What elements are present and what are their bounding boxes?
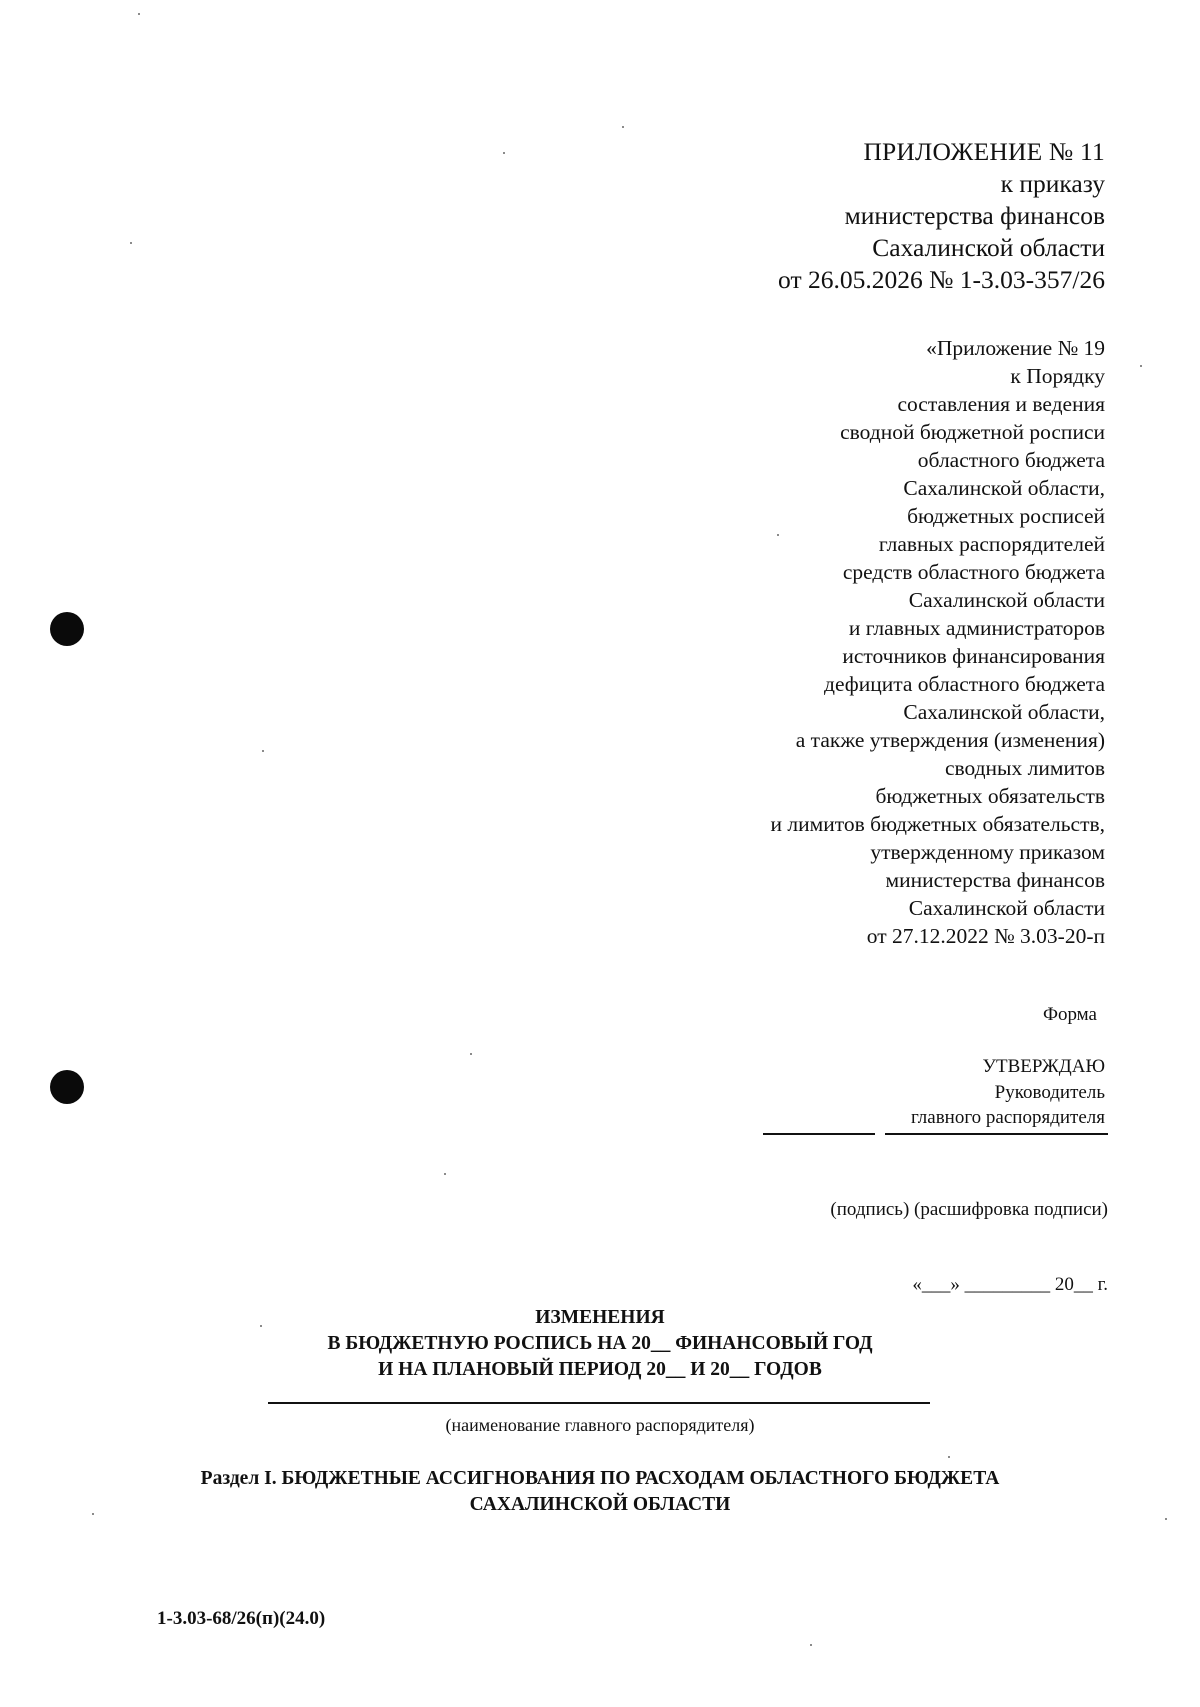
document-code: 1-3.03-68/26(п)(24.0) xyxy=(157,1608,326,1629)
distributor-name-line xyxy=(268,1402,930,1404)
order-reference-line: сводной бюджетной росписи xyxy=(840,420,1105,444)
order-reference-line: областного бюджета xyxy=(917,448,1105,472)
appendix-line: к приказу xyxy=(1000,169,1105,198)
section-heading-line: САХАЛИНСКОЙ ОБЛАСТИ xyxy=(469,1494,731,1515)
order-reference-line: средств областного бюджета xyxy=(842,560,1105,584)
order-reference-line: и главных администраторов xyxy=(848,616,1105,640)
order-reference-line: Сахалинской области, xyxy=(903,476,1105,500)
document-title-line: ИЗМЕНЕНИЯ xyxy=(535,1307,665,1328)
scan-speck xyxy=(1140,365,1142,367)
order-reference-date: от 27.12.2022 № 3.03-20-п xyxy=(866,924,1105,948)
scan-speck xyxy=(130,242,132,244)
order-reference-line: Сахалинской области, xyxy=(903,700,1105,724)
signature-line xyxy=(763,1133,875,1135)
appendix-header xyxy=(778,136,1105,296)
binder-hole xyxy=(50,1070,84,1104)
approval-line: УТВЕРЖДАЮ xyxy=(982,1056,1105,1077)
document-title-line: И НА ПЛАНОВЫЙ ПЕРИОД 20__ И 20__ ГОДОВ xyxy=(378,1359,822,1380)
scan-speck xyxy=(444,1173,446,1175)
order-reference-line: главных распорядителей xyxy=(878,532,1105,556)
scan-speck xyxy=(1165,1518,1167,1520)
scan-speck xyxy=(810,1644,812,1646)
order-reference-line: бюджетных росписей xyxy=(907,504,1105,528)
distributor-name-caption: (наименование главного распорядителя) xyxy=(445,1415,755,1435)
signature-decoding-line xyxy=(885,1133,1108,1135)
section-heading xyxy=(130,1466,1070,1518)
appendix-line: Сахалинской области xyxy=(872,233,1105,262)
order-reference xyxy=(770,334,1105,950)
signature-caption: (подпись) (расшифровка подписи) xyxy=(830,1199,1108,1220)
form-label: Форма xyxy=(1042,1004,1097,1025)
order-reference-line: сводных лимитов xyxy=(944,756,1105,780)
scan-speck xyxy=(262,750,264,752)
order-reference-line: министерства финансов xyxy=(885,868,1105,892)
scan-speck xyxy=(138,13,140,15)
order-reference-line: «Приложение № 19 xyxy=(926,336,1105,360)
scan-speck xyxy=(948,1456,950,1458)
appendix-order-date: от 26.05.2026 № 1-3.03-357/26 xyxy=(778,265,1105,294)
document-title xyxy=(200,1305,1000,1383)
approval-date-line: «___» _________ 20__ г. xyxy=(912,1274,1108,1295)
binder-hole xyxy=(50,612,84,646)
order-reference-line: составления и ведения xyxy=(897,392,1105,416)
appendix-title: ПРИЛОЖЕНИЕ № 11 xyxy=(863,137,1105,166)
signature-lines xyxy=(763,1133,1108,1135)
section-heading-line: Раздел I. БЮДЖЕТНЫЕ АССИГНОВАНИЯ ПО РАСХОДАМ ОБЛАСТНОГО БЮДЖЕТА xyxy=(200,1468,1000,1489)
order-reference-line: Сахалинской области xyxy=(908,896,1105,920)
approval-line: главного распорядителя xyxy=(910,1107,1105,1128)
scan-speck xyxy=(622,126,624,128)
scan-speck xyxy=(503,152,505,154)
order-reference-line: источников финансирования xyxy=(842,644,1105,668)
document-title-line: В БЮДЖЕТНУЮ РОСПИСЬ НА 20__ ФИНАНСОВЫЙ ГОД xyxy=(327,1333,873,1354)
appendix-line: министерства финансов xyxy=(844,201,1105,230)
order-reference-line: утвержденному приказом xyxy=(870,840,1105,864)
order-reference-line: а также утверждения (изменения) xyxy=(795,728,1105,752)
order-reference-line: Сахалинской области xyxy=(908,588,1105,612)
approval-block xyxy=(911,1054,1105,1131)
order-reference-line: дефицита областного бюджета xyxy=(824,672,1105,696)
order-reference-line: к Порядку xyxy=(1010,364,1105,388)
order-reference-line: бюджетных обязательств xyxy=(875,784,1105,808)
order-reference-line: и лимитов бюджетных обязательств, xyxy=(770,812,1105,836)
approval-line: Руководитель xyxy=(994,1081,1105,1103)
scan-speck xyxy=(470,1053,472,1055)
scan-speck xyxy=(92,1513,94,1515)
